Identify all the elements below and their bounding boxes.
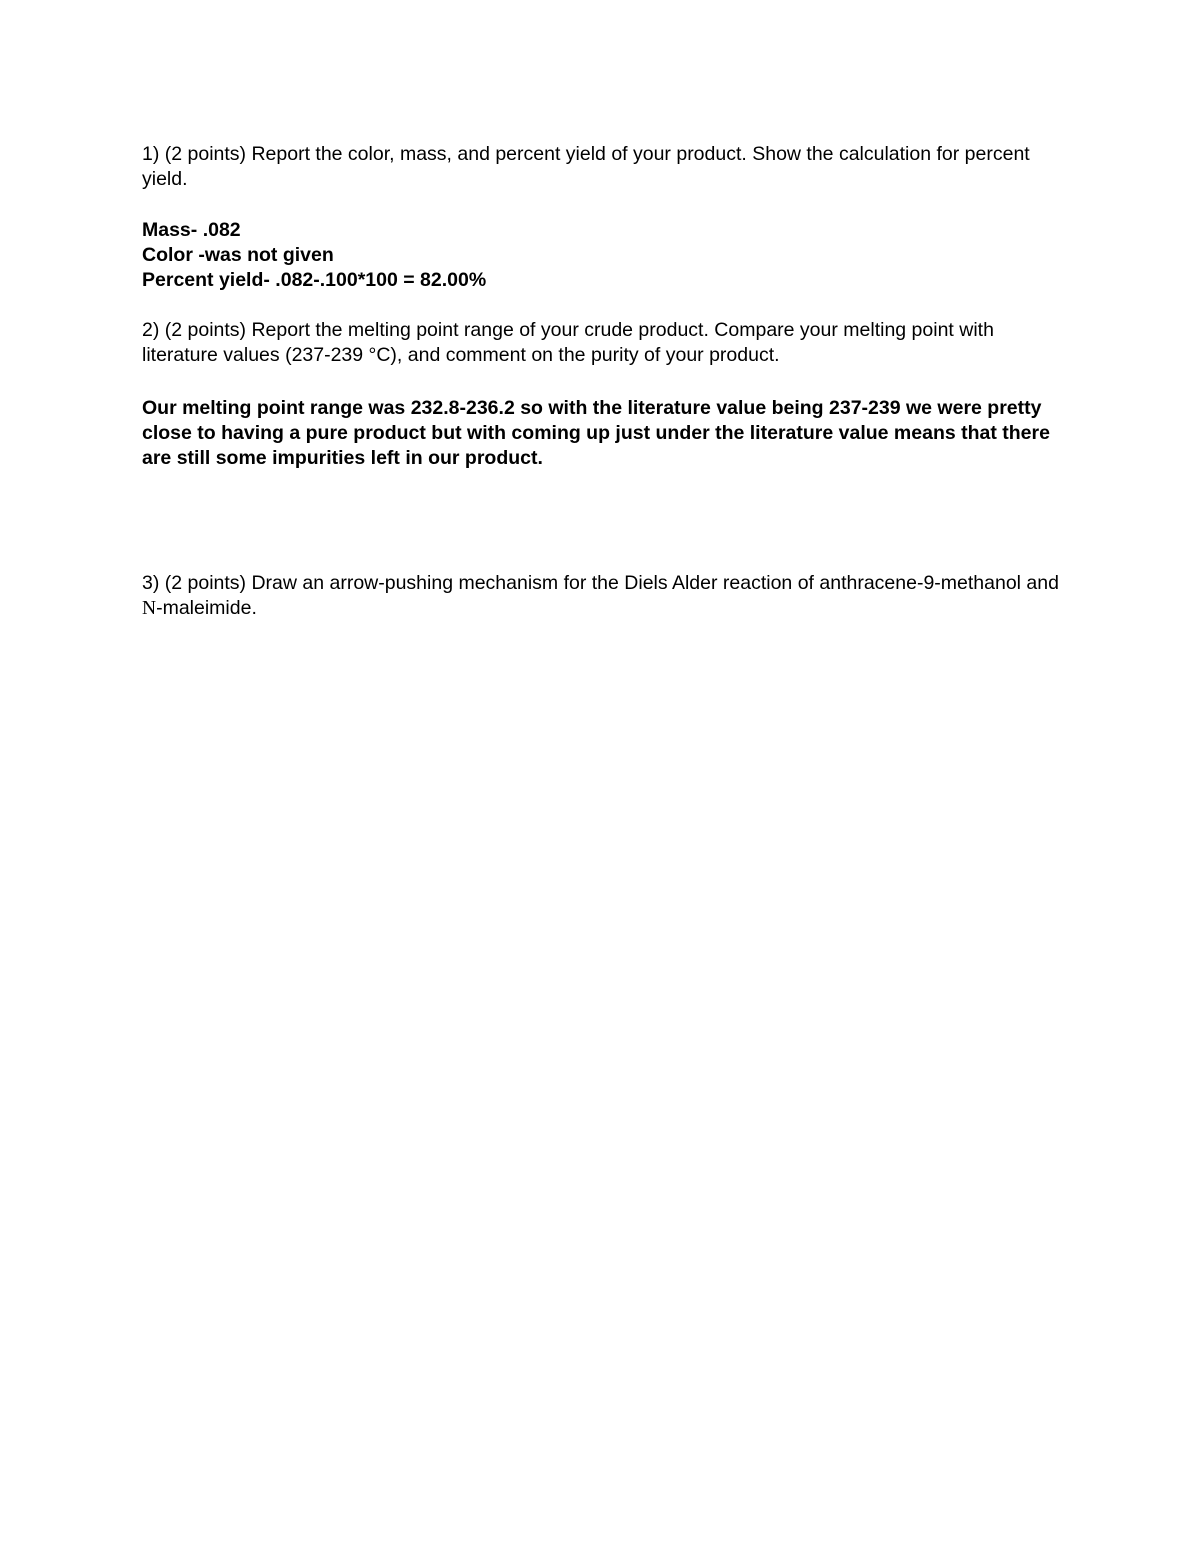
answer-2: Our melting point range was 232.8-236.2 so with the literature value being 237-239 we were pretty close to having a pure product but with coming up just under the literature value means that there are still some impurities left in our product.: [142, 397, 1050, 469]
question-3: [142, 571, 1072, 621]
question-2: 2) (2 points) Report the melting point range of your crude product. Compare your melting point with literature values (237-239 °C), and comment on the purity of your product.: [142, 319, 994, 366]
answer-1-mass: Mass- .082: [142, 219, 241, 241]
question-3-text: 3) (2 points) Draw an arrow-pushing mechanism for the Diels Alder reaction of anthracene-9-methanol and: [142, 572, 1059, 594]
question-1: 1) (2 points) Report the color, mass, and percent yield of your product. Show the calculation for percent yield.: [142, 143, 1030, 190]
answer-1-yield: Percent yield- .082-.100*100 = 82.00%: [142, 269, 487, 291]
answer-1: [142, 218, 1072, 293]
question-3-text-end: -maleimide.: [156, 597, 257, 619]
answer-1-color: Color -was not given: [142, 244, 334, 266]
question-3-n-prefix: N: [142, 598, 157, 619]
